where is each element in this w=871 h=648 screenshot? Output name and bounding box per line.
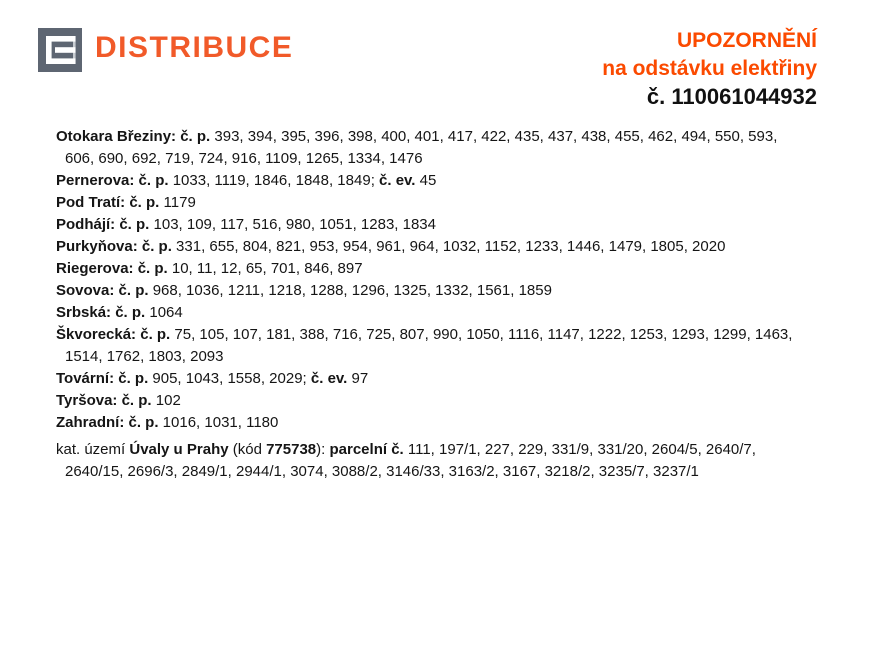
street-label: Otokara Březiny: č. p. [56,128,211,145]
street-line [56,390,806,412]
street-numbers: 10, 11, 12, 65, 701, 846, 897 [167,260,363,277]
street-numbers: 393, 394, 395, 396, 398, 400, 401, 417, 422, 435, 437, 438, 455, 462, 494, 550, 593, 606, 690, 692, 719, 724, 916, 1109, 1265, 1334, 1476 [65,128,778,167]
cez-logo [38,28,82,72]
street-label: Riegerova: č. p. [56,260,168,277]
street-ev-numbers: 97 [347,370,369,387]
street-numbers: 1016, 1031, 1180 [158,414,279,431]
street-line [56,126,806,170]
cadastre-segment: ): [316,441,330,458]
notice-subtitle: na odstávku elektřiny [602,57,817,80]
street-label: Tovární: č. p. [56,370,149,387]
street-line [56,258,806,280]
street-label: Škvorecká: č. p. [56,326,171,343]
street-numbers: 331, 655, 804, 821, 953, 954, 961, 964, 1032, 1152, 1233, 1446, 1479, 1805, 2020 [171,238,726,255]
cadastre-segment: Úvaly u Prahy [129,441,229,458]
street-separator: ; [370,172,380,189]
street-ev-label: č. ev. [379,172,416,189]
street-line [56,302,806,324]
street-line [56,236,806,258]
street-label: Pod Tratí: č. p. [56,194,160,211]
street-label: Purkyňova: č. p. [56,238,172,255]
street-numbers: 1064 [145,304,183,321]
brand-wordmark: DISTRIBUCE [95,31,294,64]
cez-logo-icon [38,28,82,72]
cadastre-segment: (kód [228,441,267,458]
street-line [56,170,806,192]
street-label: Tyršova: č. p. [56,392,152,409]
affected-addresses-list [56,126,806,483]
street-label: Sovova: č. p. [56,282,149,299]
cadastre-segment: parcelní č. [329,441,404,458]
cadastre-segment: 111, 197/1, 227, 229, 331/9, 331/20, 2604/5, 2640/7, 2640/15, 2696/3, 2849/1, 2944/1, 3074, 3088/2, 3146/33, 3163/2, 3167, 3218/2, 3235/7, 3237/1 [65,441,756,480]
street-label: Pernerova: č. p. [56,172,169,189]
street-numbers: 75, 105, 107, 181, 388, 716, 725, 807, 990, 1050, 1116, 1147, 1222, 1253, 1293, 1299, 1463, 1514, 1762, 1803, 2093 [65,326,793,365]
street-numbers: 1179 [159,194,196,211]
street-line [56,324,806,368]
street-numbers: 103, 109, 117, 516, 980, 1051, 1283, 1834 [149,216,436,233]
street-numbers: 1033, 1119, 1846, 1848, 1849 [168,172,371,189]
street-label: Zahradní: č. p. [56,414,159,431]
street-line [56,368,806,390]
street-line [56,214,806,236]
cadastre-line [56,439,806,483]
street-ev-label: č. ev. [310,370,348,387]
street-line [56,412,806,434]
street-numbers: 102 [151,392,181,409]
notice-title: UPOZORNĚNÍ [676,29,817,52]
street-numbers: 968, 1036, 1211, 1218, 1288, 1296, 1325, 1332, 1561, 1859 [148,282,552,299]
notice-header [602,27,817,111]
cadastre-segment: 775738 [266,441,317,458]
street-line [56,280,806,302]
street-numbers: 905, 1043, 1558, 2029 [148,370,303,387]
notice-number: č. 110061044932 [646,84,817,109]
street-label: Podhájí: č. p. [56,216,150,233]
street-line [56,192,806,214]
street-ev-numbers: 45 [415,172,437,189]
street-label: Srbská: č. p. [56,304,146,321]
street-separator: ; [302,370,311,387]
cadastre-segment: kat. území [56,441,130,458]
